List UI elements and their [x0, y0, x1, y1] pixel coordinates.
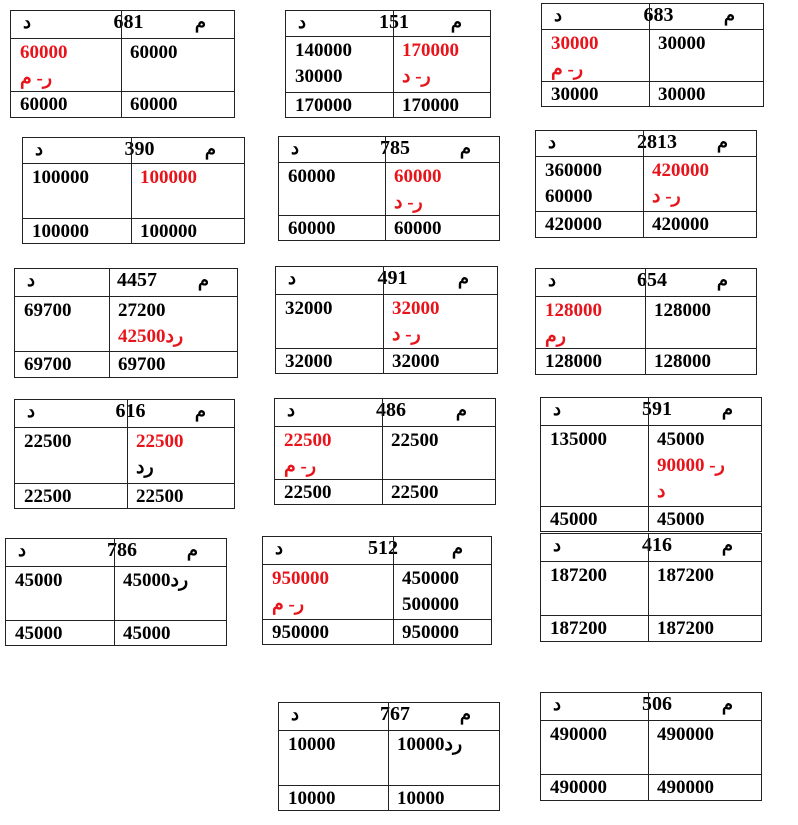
total-credit: 32000 — [392, 351, 440, 372]
credit-entry: 490000 — [657, 724, 714, 745]
t-account-486 — [274, 398, 496, 505]
credit-label: م — [186, 540, 198, 560]
column-divider — [393, 537, 394, 644]
column-divider — [127, 400, 128, 508]
debit-entry: 128000 — [545, 300, 602, 321]
credit-entry: رد — [136, 457, 154, 478]
debit-entry: 30000 — [295, 66, 343, 87]
total-debit: 45000 — [15, 623, 63, 644]
debit-entry: 45000 — [15, 570, 63, 591]
t-account-654 — [535, 268, 757, 375]
credit-entry: 60000 — [130, 42, 178, 63]
total-credit: 22500 — [136, 486, 184, 507]
account-number: 486 — [376, 399, 406, 421]
account-header — [11, 11, 234, 39]
column-divider — [643, 131, 644, 237]
debit-label: د — [288, 268, 297, 288]
credit-entry: رد42500 — [118, 326, 184, 347]
account-number: 786 — [107, 539, 137, 561]
credit-entry: د — [657, 481, 666, 502]
total-debit: 10000 — [288, 788, 336, 809]
debit-entry: 69700 — [24, 300, 72, 321]
debit-entry: 22500 — [24, 431, 72, 452]
total-credit: 45000 — [657, 509, 705, 530]
credit-entry: رد45000 — [123, 570, 189, 591]
total-debit: 187200 — [550, 618, 607, 639]
column-divider — [388, 703, 389, 810]
debit-label: د — [275, 538, 284, 558]
debit-label: د — [27, 270, 36, 290]
account-header — [279, 703, 499, 731]
account-header — [263, 537, 491, 565]
total-debit: 170000 — [295, 95, 352, 116]
total-debit: 22500 — [284, 482, 332, 503]
total-credit: 45000 — [123, 623, 171, 644]
t-account-767 — [278, 702, 500, 811]
account-number: 390 — [124, 138, 155, 160]
column-divider — [648, 398, 649, 531]
credit-entry: 30000 — [658, 33, 706, 54]
total-credit: 420000 — [652, 214, 709, 235]
credit-label: م — [194, 401, 206, 421]
t-account-416 — [540, 533, 762, 642]
account-header — [536, 269, 756, 297]
credit-label: م — [721, 694, 733, 714]
credit-entry: 128000 — [654, 300, 711, 321]
credit-entry: ر- د — [402, 66, 431, 87]
t-account-151 — [285, 10, 491, 118]
t-account-681 — [10, 10, 235, 118]
account-number: 785 — [380, 137, 410, 159]
debit-label: د — [23, 12, 32, 32]
credit-entry: ر- د — [652, 186, 681, 207]
debit-entry: ر- م — [551, 59, 584, 80]
total-debit: 490000 — [550, 777, 607, 798]
credit-label: م — [451, 538, 463, 558]
debit-label: د — [553, 399, 562, 419]
total-debit: 60000 — [20, 94, 68, 115]
debit-entry: ر- م — [20, 68, 53, 89]
credit-entry: 500000 — [402, 594, 459, 615]
account-number: 506 — [642, 693, 672, 715]
debit-entry: 60000 — [20, 42, 68, 63]
total-credit: 10000 — [397, 788, 445, 809]
debit-label: د — [553, 535, 562, 555]
account-header — [542, 4, 763, 30]
t-account-786 — [5, 538, 227, 646]
debit-entry: 60000 — [288, 166, 336, 187]
credit-entry: 450000 — [402, 568, 459, 589]
column-divider — [385, 137, 386, 240]
debit-entry: 135000 — [550, 429, 607, 450]
t-account-785 — [278, 136, 500, 241]
total-credit: 187200 — [657, 618, 714, 639]
credit-label: م — [197, 270, 209, 290]
credit-label: م — [721, 535, 733, 555]
credit-entry: 187200 — [657, 565, 714, 586]
debit-label: د — [291, 704, 300, 724]
column-divider — [382, 399, 383, 504]
account-header — [15, 400, 234, 428]
credit-label: م — [455, 400, 467, 420]
debit-label: د — [287, 400, 296, 420]
credit-label: م — [716, 270, 728, 290]
t-account-2813 — [535, 130, 757, 238]
credit-label: م — [459, 138, 471, 158]
total-credit: 170000 — [402, 95, 459, 116]
debit-entry: 490000 — [550, 724, 607, 745]
debit-entry: 100000 — [32, 167, 89, 188]
t-account-512 — [262, 536, 492, 645]
account-header — [275, 399, 495, 427]
total-debit: 32000 — [285, 351, 333, 372]
debit-label: د — [27, 401, 36, 421]
debit-label: د — [548, 270, 557, 290]
total-debit: 420000 — [545, 214, 602, 235]
credit-entry: 45000 — [657, 429, 705, 450]
total-credit: 30000 — [658, 84, 706, 105]
total-credit: 22500 — [391, 482, 439, 503]
credit-entry: 60000 — [394, 166, 442, 187]
credit-entry: 420000 — [652, 160, 709, 181]
total-debit: 60000 — [288, 218, 336, 239]
debit-entry: 10000 — [288, 734, 336, 755]
account-number: 616 — [115, 400, 146, 422]
account-header — [541, 693, 761, 721]
account-number: 4457 — [117, 269, 157, 291]
account-number: 491 — [377, 267, 408, 289]
credit-label: م — [450, 12, 462, 32]
total-credit: 60000 — [130, 94, 178, 115]
debit-entry: ر- م — [284, 456, 317, 477]
total-credit: 490000 — [657, 777, 714, 798]
t-account-390 — [22, 137, 245, 244]
credit-label: م — [457, 268, 469, 288]
account-number: 512 — [368, 537, 398, 559]
total-debit: 22500 — [24, 486, 72, 507]
debit-label: د — [554, 5, 563, 25]
debit-label: د — [18, 540, 27, 560]
account-number: 416 — [642, 534, 672, 556]
debit-label: د — [298, 12, 307, 32]
credit-label: م — [723, 5, 735, 25]
total-credit: 100000 — [140, 221, 197, 242]
credit-entry: 100000 — [140, 167, 197, 188]
column-divider — [393, 11, 394, 117]
debit-entry: 60000 — [545, 186, 593, 207]
credit-label: م — [204, 139, 216, 159]
account-number: 654 — [637, 269, 667, 291]
total-debit: 950000 — [272, 622, 329, 643]
debit-label: د — [548, 132, 557, 152]
column-divider — [131, 138, 132, 243]
credit-entry: ر- د — [394, 192, 423, 213]
credit-label: م — [459, 704, 471, 724]
account-number: 591 — [642, 398, 672, 420]
column-divider — [109, 269, 110, 377]
total-debit: 45000 — [550, 509, 598, 530]
column-divider — [649, 4, 650, 106]
account-number: 683 — [643, 4, 674, 26]
debit-entry: 22500 — [284, 430, 332, 451]
t-account-4457 — [14, 268, 238, 378]
credit-entry: ر- د — [392, 324, 421, 345]
t-account-683 — [541, 3, 764, 107]
credit-entry: 32000 — [392, 298, 440, 319]
account-number: 2813 — [637, 131, 677, 153]
total-credit: 128000 — [654, 351, 711, 372]
account-number: 681 — [113, 11, 144, 33]
total-credit: 60000 — [394, 218, 442, 239]
account-header — [23, 138, 244, 164]
credit-entry: 22500 — [391, 430, 439, 451]
total-debit: 69700 — [24, 354, 72, 375]
debit-entry: 360000 — [545, 160, 602, 181]
credit-label: م — [721, 399, 733, 419]
credit-entry: ر- 90000 — [657, 455, 725, 476]
column-divider — [114, 539, 115, 645]
account-header — [536, 131, 756, 157]
total-credit: 69700 — [118, 354, 166, 375]
account-header — [286, 11, 490, 37]
column-divider — [648, 534, 649, 641]
column-divider — [645, 269, 646, 374]
debit-entry: 30000 — [551, 33, 599, 54]
debit-label: د — [553, 694, 562, 714]
credit-entry: 22500 — [136, 431, 184, 452]
account-header — [541, 534, 761, 562]
debit-entry: ر- م — [272, 594, 305, 615]
debit-entry: رم — [545, 326, 566, 347]
total-debit: 30000 — [551, 84, 599, 105]
credit-label: م — [194, 12, 206, 32]
account-number: 767 — [380, 703, 410, 725]
t-account-491 — [275, 266, 498, 374]
t-account-616 — [14, 399, 235, 509]
account-header — [279, 137, 499, 163]
credit-entry: 170000 — [402, 40, 459, 61]
credit-label: م — [716, 132, 728, 152]
account-header — [276, 267, 497, 295]
debit-entry: 140000 — [295, 40, 352, 61]
column-divider — [383, 267, 384, 373]
debit-label: د — [35, 139, 44, 159]
debit-entry: 950000 — [272, 568, 329, 589]
column-divider — [648, 693, 649, 800]
account-header — [15, 269, 237, 297]
account-header — [541, 398, 761, 426]
column-divider — [121, 11, 122, 117]
credit-entry: رد10000 — [397, 734, 463, 755]
t-account-506 — [540, 692, 762, 801]
total-debit: 128000 — [545, 351, 602, 372]
account-header — [6, 539, 226, 567]
debit-label: د — [291, 138, 300, 158]
debit-entry: 32000 — [285, 298, 333, 319]
t-account-591 — [540, 397, 762, 532]
total-debit: 100000 — [32, 221, 89, 242]
total-credit: 950000 — [402, 622, 459, 643]
debit-entry: 187200 — [550, 565, 607, 586]
credit-entry: 27200 — [118, 300, 166, 321]
account-number: 151 — [379, 11, 409, 33]
